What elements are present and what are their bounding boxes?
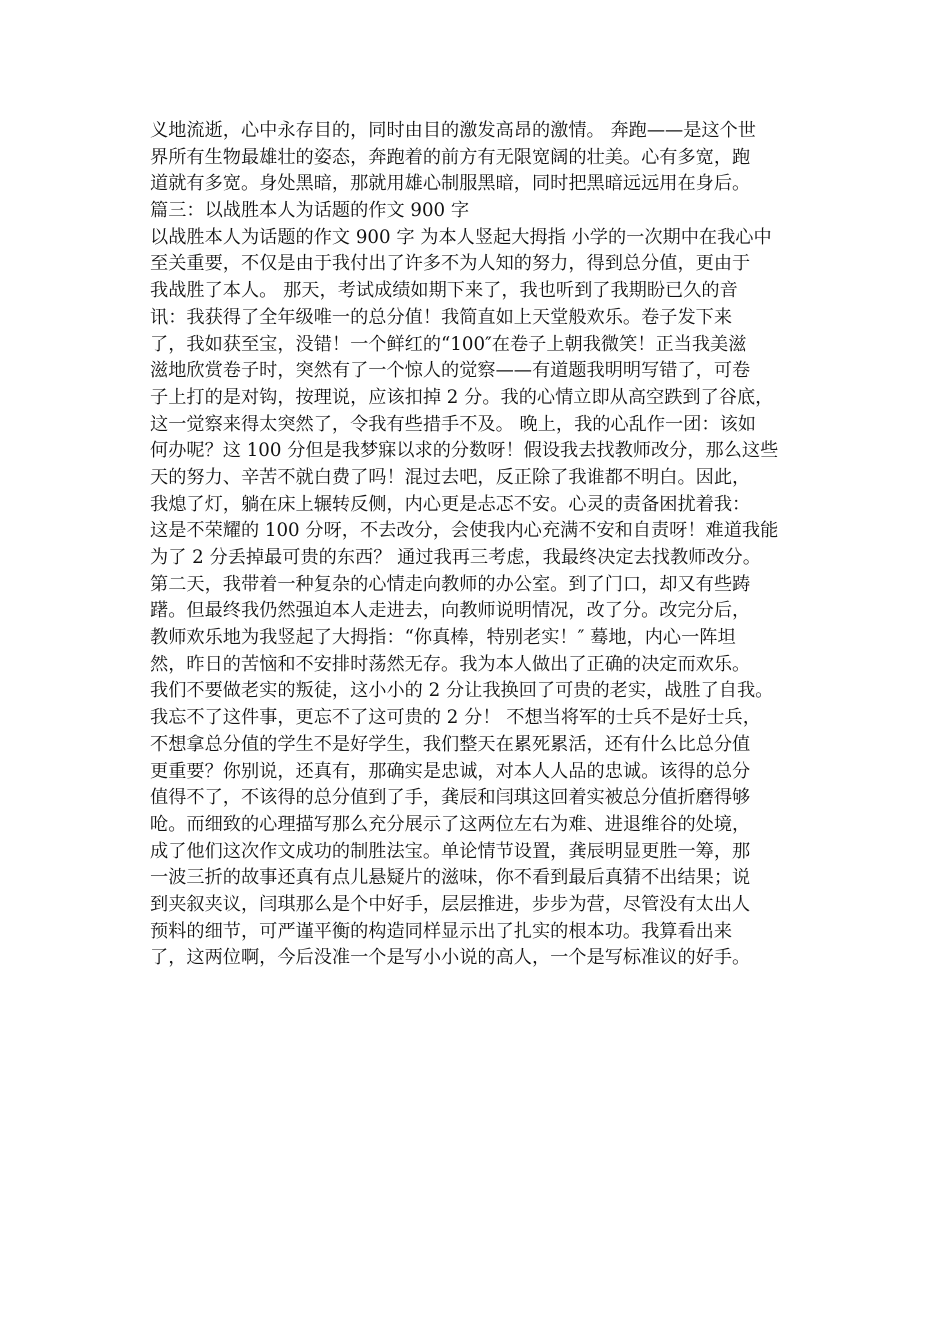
text-line: 这是不荣耀的 100 分呀，不去改分，会使我内心充满不安和自责呀！难道我能	[150, 520, 779, 542]
text-line: 这一觉察来得太突然了，令我有些措手不及。 晚上，我的心乱作一团：该如	[150, 413, 756, 435]
text-line: 我战胜了本人。 那天，考试成绩如期下来了，我也听到了我期盼已久的音	[150, 280, 738, 302]
text-line: 我忘不了这件事，更忘不了这可贵的 2 分！ 不想当将军的士兵不是好士兵，	[150, 707, 761, 729]
text-line: 第二天，我带着一种复杂的心情走向教师的办公室。到了门口，却又有些踌	[150, 573, 751, 595]
text-line: 躇。但最终我仍然强迫本人走进去，向教师说明情况，改了分。改完分后，	[150, 600, 751, 622]
text-line: 了，我如获至宝，没错！一个鲜红的“100″在卷子上朝我微笑！正当我美滋	[150, 333, 747, 355]
text-line: 值得不了，不该得的总分值到了手，龚辰和闫琪这回着实被总分值折磨得够	[150, 787, 751, 809]
text-line: 义地流逝，心中永存目的，同时由目的激发高昂的激情。 奔跑——是这个世	[150, 120, 756, 141]
text-line: 子上打的是对钩，按理说，应该扣掉 2 分。我的心情立即从高空跌到了谷底，	[150, 386, 774, 408]
text-line: 一波三折的故事还真有点儿悬疑片的滋味，你不看到最后真猜不出结果；说	[150, 867, 751, 889]
text-line: 讯：我获得了全年级唯一的总分值！我简直如上天堂般欢乐。卷子发下来	[150, 306, 733, 328]
text-line: 了，这两位啊，今后没准一个是写小小说的高人，一个是写标准议的好手。	[150, 947, 751, 969]
text-line: 以战胜本人为话题的作文 900 字 为本人竖起大拇指 小学的一次期中在我心中	[150, 226, 772, 248]
text-line: 何办呢？这 100 分但是我梦寐以求的分数呀！假设我去找教师改分，那么这些	[150, 440, 779, 462]
text-line: 教师欢乐地为我竖起了大拇指：“你真棒，特别老实！″ 蓦地，内心一阵坦	[150, 627, 736, 649]
text-line: 然，昨日的苦恼和不安排时荡然无存。我为本人做出了正确的决定而欢乐。	[150, 653, 751, 675]
text-line: 为了 2 分丢掉最可贵的东西？ 通过我再三考虑，我最终决定去找教师改分。	[150, 547, 761, 568]
text-line: 我们不要做老实的叛徒，这小小的 2 分让我换回了可贵的老实，战胜了自我。	[150, 680, 774, 702]
text-line: 预料的细节，可严谨平衡的构造同样显示出了扎实的根本功。我算看出来	[150, 920, 733, 942]
text-line: 更重要？你别说，还真有，那确实是忠诚，对本人人品的忠诚。该得的总分	[150, 760, 751, 782]
section-heading: 篇三：以战胜本人为话题的作文 900 字	[150, 200, 470, 222]
text-line: 道就有多宽。身处黑暗，那就用雄心制服黑暗，同时把黑暗远远用在身后。	[150, 173, 751, 195]
text-line: 我熄了灯，躺在床上辗转反侧，内心更是忐忑不安。心灵的责备困扰着我：	[150, 493, 751, 515]
document-body	[150, 118, 800, 972]
text-line: 至关重要，不仅是由于我付出了许多不为人知的努力，得到总分值，更由于	[150, 253, 751, 275]
text-line: 呛。而细致的心理描写那么充分展示了这两位左右为难、进退维谷的处境，	[150, 813, 751, 835]
text-line: 到夹叙夹议，闫琪那么是个中好手，层层推进，步步为营，尽管没有太出人	[150, 893, 751, 915]
text-line: 天的努力、辛苦不就白费了吗！混过去吧，反正除了我谁都不明白。因此，	[150, 466, 751, 488]
text-line: 不想拿总分值的学生不是好学生，我们整天在累死累活，还有什么比总分值	[150, 733, 751, 755]
text-line: 成了他们这次作文成功的制胜法宝。单论情节设置，龚辰明显更胜一筹，那	[150, 840, 751, 862]
text-line: 界所有生物最雄壮的姿态，奔跑着的前方有无限宽阔的壮美。心有多宽，跑	[150, 146, 751, 168]
text-line: 滋地欣赏卷子时，突然有了一个惊人的觉察——有道题我明明写错了，可卷	[150, 360, 751, 382]
